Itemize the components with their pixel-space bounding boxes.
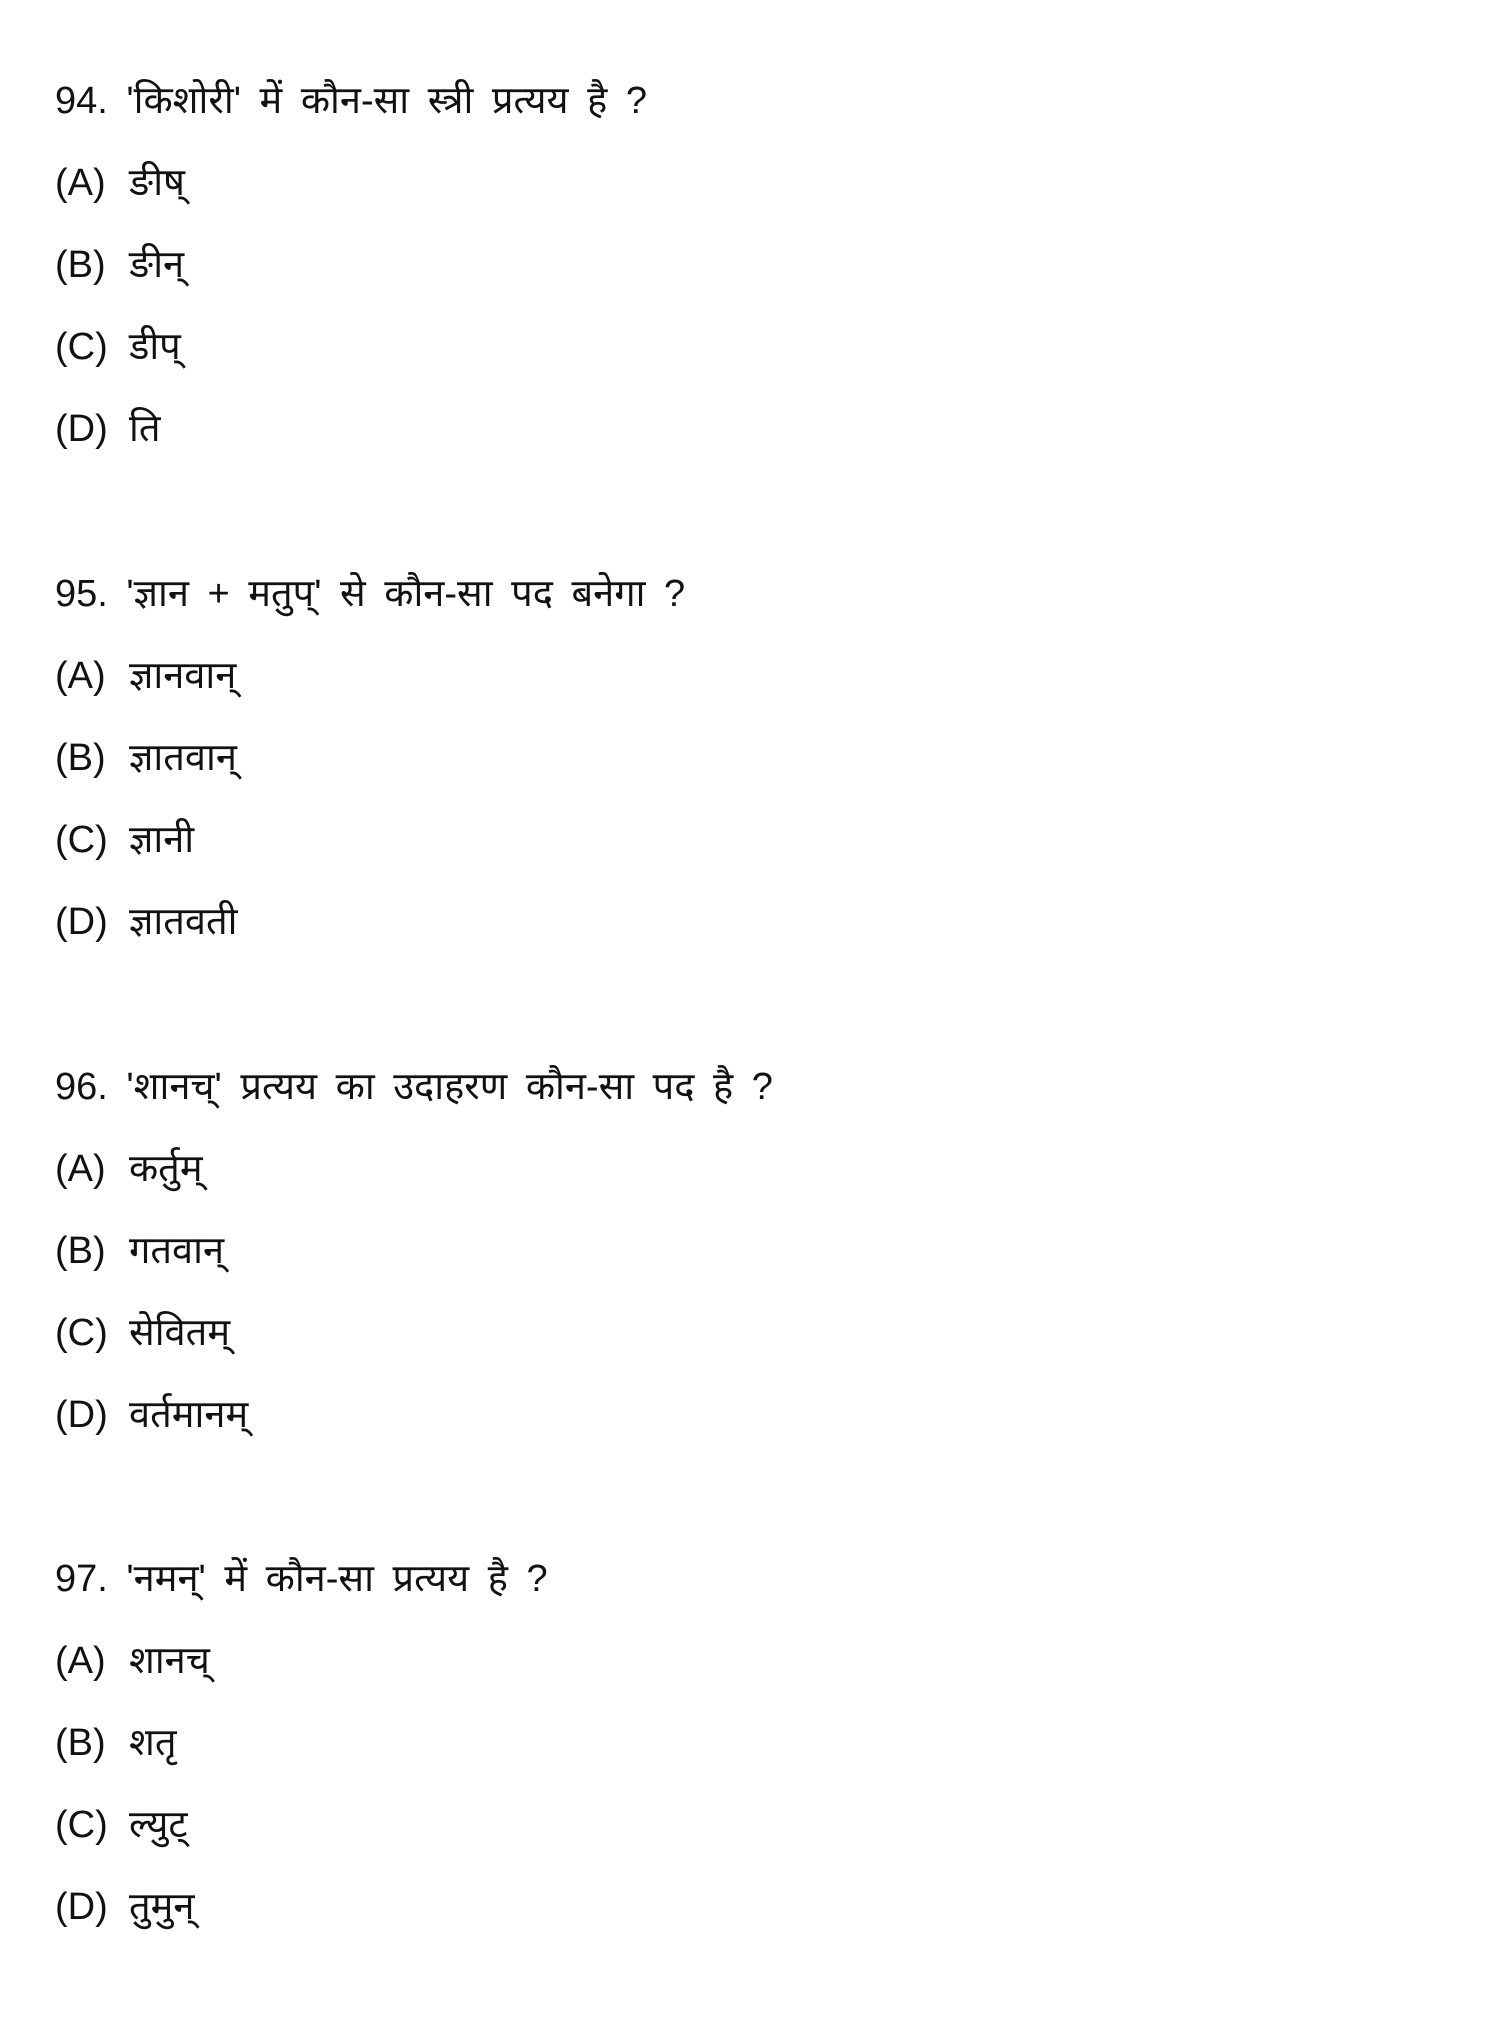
option-label: (C) <box>55 1804 108 1846</box>
answer-option <box>55 1374 1455 1456</box>
option-text: ज्ञातवती <box>129 901 238 943</box>
option-label: (D) <box>55 408 108 450</box>
option-text: ति <box>129 408 161 450</box>
answer-option <box>55 1866 1455 1948</box>
option-text: ज्ञानी <box>129 819 195 861</box>
question-stem <box>55 60 1455 142</box>
question-text: 'शानच्' प्रत्यय का उदाहरण कौन-सा पद है ? <box>126 1066 773 1108</box>
option-label: (C) <box>55 819 108 861</box>
option-text: गतवान् <box>129 1230 225 1272</box>
option-label: (B) <box>55 1230 106 1272</box>
option-label: (C) <box>55 326 108 368</box>
answer-option <box>55 881 1455 963</box>
option-label: (C) <box>55 1312 108 1354</box>
question-stem <box>55 553 1455 635</box>
option-label: (B) <box>55 737 106 779</box>
question-number: 97. <box>55 1558 108 1600</box>
option-text: ङीन् <box>129 244 185 286</box>
option-label: (D) <box>55 901 108 943</box>
option-label: (A) <box>55 1148 106 1190</box>
option-text: कर्तुम् <box>129 1148 203 1190</box>
answer-option <box>55 224 1455 306</box>
answer-option <box>55 635 1455 717</box>
question-number: 95. <box>55 573 108 615</box>
option-label: (B) <box>55 244 106 286</box>
question-text: 'ज्ञान + मतुप्' से कौन-सा पद बनेगा ? <box>126 573 686 615</box>
question-block <box>55 60 1455 470</box>
option-text: तुमुन् <box>129 1886 195 1928</box>
answer-option <box>55 1128 1455 1210</box>
question-stem <box>55 1046 1455 1128</box>
question-block <box>55 1046 1455 1456</box>
option-text: शतृ <box>129 1722 177 1764</box>
option-label: (A) <box>55 1640 106 1682</box>
question-block <box>55 1538 1455 1948</box>
option-text: ङीष् <box>129 162 186 204</box>
answer-option <box>55 799 1455 881</box>
answer-option <box>55 1702 1455 1784</box>
question-number: 96. <box>55 1066 108 1108</box>
question-text: 'नमन्' में कौन-सा प्रत्यय है ? <box>126 1558 548 1600</box>
answer-option <box>55 1292 1455 1374</box>
option-label: (A) <box>55 655 106 697</box>
answer-option <box>55 1210 1455 1292</box>
option-label: (B) <box>55 1722 106 1764</box>
answer-option <box>55 1784 1455 1866</box>
option-label: (D) <box>55 1394 108 1436</box>
answer-option <box>55 142 1455 224</box>
question-stem <box>55 1538 1455 1620</box>
answer-option <box>55 388 1455 470</box>
answer-option <box>55 1620 1455 1702</box>
option-text: ज्ञानवान् <box>129 655 237 697</box>
option-label: (A) <box>55 162 106 204</box>
option-text: वर्तमानम् <box>129 1394 249 1436</box>
question-block <box>55 553 1455 963</box>
option-text: सेवितम् <box>129 1312 231 1354</box>
option-label: (D) <box>55 1886 108 1928</box>
option-text: शानच् <box>129 1640 210 1682</box>
question-number: 94. <box>55 80 108 122</box>
option-text: डीप् <box>129 326 181 368</box>
question-text: 'किशोरी' में कौन-सा स्त्री प्रत्यय है ? <box>126 80 647 122</box>
answer-option <box>55 306 1455 388</box>
answer-option <box>55 717 1455 799</box>
option-text: ल्युट् <box>129 1804 188 1846</box>
option-text: ज्ञातवान् <box>129 737 237 779</box>
